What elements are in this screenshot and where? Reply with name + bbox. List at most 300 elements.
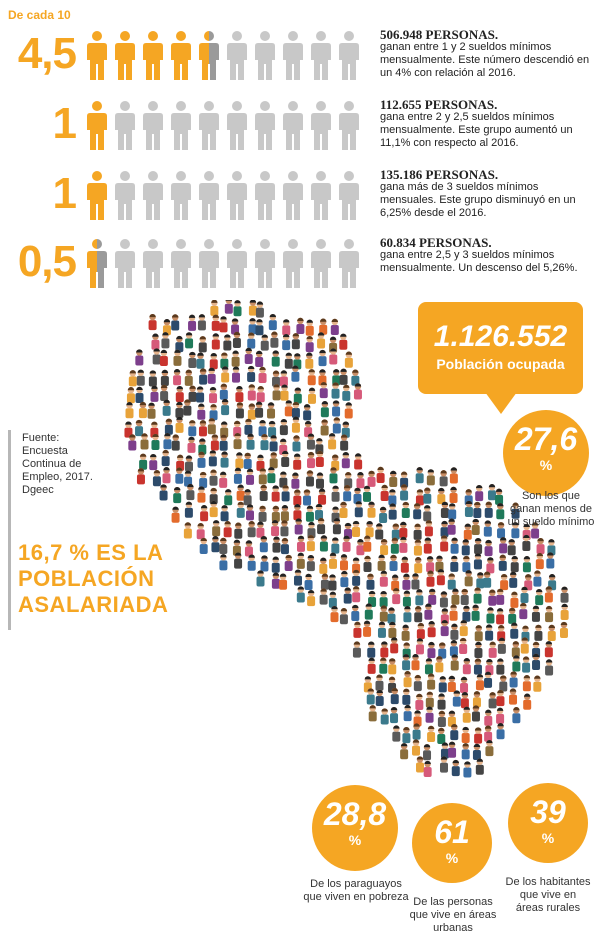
crowd-person xyxy=(402,727,410,743)
crowd-person xyxy=(354,383,362,399)
crowd-person xyxy=(223,334,231,350)
crowd-person xyxy=(329,592,337,608)
row-big-number: 0,5 xyxy=(17,237,76,286)
crowd-person xyxy=(399,522,407,538)
crowd-person xyxy=(210,353,218,369)
crowd-person xyxy=(390,707,398,723)
crowd-person xyxy=(426,571,434,587)
crowd-person xyxy=(462,727,470,743)
crowd-person xyxy=(255,402,263,418)
crowd-person xyxy=(343,536,351,552)
stat-unit: % xyxy=(539,457,553,473)
crowd-person xyxy=(296,318,304,334)
crowd-person xyxy=(448,573,456,589)
crowd-person xyxy=(328,433,336,449)
crowd-person xyxy=(438,711,446,727)
crowd-person xyxy=(172,434,180,450)
crowd-person xyxy=(424,537,432,553)
crowd-person xyxy=(489,692,497,708)
crowd-person xyxy=(499,537,507,553)
crowd-person xyxy=(212,520,220,536)
crowd-person xyxy=(208,418,216,434)
crowd-person xyxy=(185,455,193,471)
crowd-person xyxy=(306,470,314,486)
crowd-person xyxy=(267,402,275,418)
crowd-person xyxy=(448,519,456,535)
crowd-person xyxy=(428,621,436,637)
crowd-person xyxy=(488,590,496,606)
crowd-person xyxy=(451,538,459,554)
crowd-person xyxy=(425,520,433,536)
crowd-person xyxy=(153,348,161,364)
crowd-person xyxy=(364,556,372,572)
person-icon xyxy=(170,100,192,152)
crowd-person xyxy=(162,450,170,466)
person-icon xyxy=(226,100,248,152)
person-icon xyxy=(142,100,164,152)
crowd-person xyxy=(368,471,376,487)
source-note: Fuente: Encuesta Continua de Empleo, 2017. Dgeec xyxy=(22,432,93,496)
crowd-person xyxy=(546,552,554,568)
crowd-person xyxy=(185,370,193,386)
header-title: De cada 10 xyxy=(8,8,71,22)
crowd-person xyxy=(303,404,311,420)
crowd-person xyxy=(484,672,492,688)
person-icon xyxy=(338,238,360,290)
crowd-person xyxy=(437,728,445,744)
crowd-person xyxy=(210,300,218,316)
crowd-person xyxy=(352,570,360,586)
row-text: gana entre 2 y 2,5 sueldos mínimos mensualmente. Este grupo aumentó un 11,1% con respecto al 2016. xyxy=(380,111,573,149)
crowd-person xyxy=(297,586,305,602)
person-icon xyxy=(114,30,136,82)
crowd-person xyxy=(496,608,504,624)
crowd-person xyxy=(345,352,353,368)
stat-caption: De los paraguayos que viven en pobreza xyxy=(303,878,409,903)
crowd-person xyxy=(450,467,458,483)
crowd-person xyxy=(441,502,449,518)
crowd-person xyxy=(390,555,398,571)
crowd-person xyxy=(212,315,220,331)
crowd-person xyxy=(428,589,436,605)
row-description xyxy=(380,98,590,150)
crowd-person xyxy=(225,300,233,314)
crowd-person xyxy=(281,538,289,554)
crowd-person xyxy=(367,688,375,704)
crowd-person xyxy=(294,387,302,403)
crowd-person xyxy=(186,484,194,500)
crowd-person xyxy=(423,488,431,504)
crowd-person xyxy=(260,555,268,571)
stat-caption: De los habitantes que vive en áreas rurales xyxy=(505,876,591,914)
crowd-person xyxy=(306,320,314,336)
crowd-person xyxy=(293,489,301,505)
crowd-person xyxy=(355,501,363,517)
crowd-person xyxy=(199,420,207,436)
stat-circle-poverty xyxy=(312,785,398,871)
stat-caption: Son los que ganan menos de un sueldo mínimo xyxy=(507,490,595,528)
crowd-person xyxy=(439,676,447,692)
crowd-person xyxy=(210,470,218,486)
crowd-person xyxy=(351,605,359,621)
crowd-person xyxy=(151,334,159,350)
crowd-person xyxy=(511,556,519,572)
crowd-person xyxy=(532,606,540,622)
crowd-person xyxy=(196,386,204,402)
crowd-person xyxy=(389,471,397,487)
crowd-person xyxy=(272,350,280,366)
person-icon xyxy=(86,100,108,152)
crowd-person xyxy=(219,554,227,570)
crowd-person xyxy=(510,623,518,639)
stat-unit: % xyxy=(348,832,362,848)
stat-row-3 xyxy=(0,166,600,228)
crowd-person xyxy=(256,301,264,317)
crowd-person xyxy=(343,485,351,501)
crowd-person xyxy=(535,589,543,605)
crowd-person xyxy=(363,536,371,552)
crowd-person xyxy=(291,473,299,489)
person-icon xyxy=(254,238,276,290)
crowd-person xyxy=(400,484,408,500)
crowd-person xyxy=(532,654,540,670)
crowd-person xyxy=(305,353,313,369)
crowd-person xyxy=(127,387,135,403)
crowd-person xyxy=(339,334,347,350)
crowd-person xyxy=(176,386,184,402)
person-icon xyxy=(170,30,192,82)
crowd-person xyxy=(441,521,449,537)
crowd-person xyxy=(329,348,337,364)
crowd-person xyxy=(282,334,290,350)
crowd-person xyxy=(171,314,179,330)
crowd-person xyxy=(427,673,435,689)
crowd-person xyxy=(450,640,458,656)
crowd-person xyxy=(259,468,267,484)
crowd-person xyxy=(135,387,143,403)
crowd-person xyxy=(235,452,243,468)
stat-value: 27,6 xyxy=(514,421,578,457)
crowd-person xyxy=(363,621,371,637)
crowd-person xyxy=(175,336,183,352)
crowd-person xyxy=(208,368,216,384)
crowd-person xyxy=(475,625,483,641)
crowd-person xyxy=(219,472,227,488)
crowd-person xyxy=(427,726,435,742)
person-icon xyxy=(254,100,276,152)
crowd-person xyxy=(342,385,350,401)
crowd-person xyxy=(404,671,412,687)
crowd-person xyxy=(244,419,252,435)
crowd-person xyxy=(257,570,265,586)
crowd-person xyxy=(474,658,482,674)
crowd-person xyxy=(483,572,491,588)
person-icon xyxy=(310,170,332,222)
crowd-person xyxy=(448,676,456,692)
crowd-person xyxy=(307,555,315,571)
crowd-person xyxy=(453,690,461,706)
crowd-person xyxy=(270,452,278,468)
crowd-person xyxy=(440,591,448,607)
crowd-person xyxy=(484,520,492,536)
crowd-person xyxy=(512,707,520,723)
crowd-person xyxy=(461,589,469,605)
crowd-person xyxy=(512,655,520,671)
crowd-person xyxy=(163,467,171,483)
crowd-person xyxy=(329,467,337,483)
crowd-person xyxy=(247,366,255,382)
crowd-person xyxy=(368,502,376,518)
crowd-person xyxy=(185,502,193,518)
crowd-person xyxy=(391,538,399,554)
crowd-person xyxy=(292,333,300,349)
crowd-person xyxy=(512,641,520,657)
crowd-person xyxy=(462,556,470,572)
crowd-person xyxy=(377,467,385,483)
crowd-person xyxy=(521,637,529,653)
crowd-person xyxy=(369,705,377,721)
crowd-person xyxy=(209,387,217,403)
crowd-person xyxy=(414,606,422,622)
crowd-person xyxy=(221,399,229,415)
crowd-person xyxy=(440,535,448,551)
crowd-person xyxy=(452,760,460,776)
crowd-person xyxy=(451,589,459,605)
crowd-person xyxy=(211,536,219,552)
crowd-person xyxy=(523,556,531,572)
crowd-person xyxy=(392,725,400,741)
crowd-person xyxy=(303,489,311,505)
crowd-person xyxy=(392,523,400,539)
crowd-person xyxy=(189,386,197,402)
crowd-person xyxy=(416,756,424,772)
row-description xyxy=(380,28,590,80)
crowd-person xyxy=(340,608,348,624)
crowd-person xyxy=(272,573,280,589)
crowd-person xyxy=(285,353,293,369)
person-icon xyxy=(86,238,108,290)
crowd-person xyxy=(435,656,443,672)
row-headline: 112.655 PERSONAS. xyxy=(380,97,498,112)
crowd-person xyxy=(321,401,329,417)
crowd-person xyxy=(472,519,480,535)
crowd-person xyxy=(475,485,483,501)
crowd-person xyxy=(234,433,242,449)
crowd-person xyxy=(463,761,471,777)
crowd-person xyxy=(353,641,361,657)
crowd-person xyxy=(423,505,431,521)
crowd-person xyxy=(328,574,336,590)
crowd-person xyxy=(330,606,338,622)
person-icon xyxy=(338,170,360,222)
crowd-person xyxy=(476,674,484,690)
crowd-person xyxy=(126,402,134,418)
crowd-person xyxy=(485,624,493,640)
crowd-person xyxy=(415,694,423,710)
crowd-person xyxy=(255,351,263,367)
crowd-person xyxy=(500,574,508,590)
crowd-person xyxy=(221,451,229,467)
crowd-person xyxy=(380,605,388,621)
crowd-person xyxy=(272,557,280,573)
person-icon xyxy=(142,30,164,82)
row-description xyxy=(380,168,590,220)
crowd-person xyxy=(210,404,218,420)
crowd-person xyxy=(160,385,168,401)
crowd-person xyxy=(548,625,556,641)
crowd-person xyxy=(319,319,327,335)
crowd-person xyxy=(356,472,364,488)
row-text: gana más de 3 sueldos mínimos mensuales. Este grupo disminuyó en un 6,25% desde el 2016. xyxy=(380,181,576,219)
crowd-person xyxy=(321,574,329,590)
crowd-person xyxy=(561,587,569,603)
crowd-person xyxy=(320,382,328,398)
crowd-person xyxy=(412,654,420,670)
crowd-person xyxy=(441,620,449,636)
crowd-person xyxy=(320,535,328,551)
crowd-person xyxy=(233,332,241,348)
crowd-person xyxy=(496,708,504,724)
crowd-person xyxy=(173,369,181,385)
person-icon xyxy=(310,238,332,290)
crowd-person xyxy=(281,505,289,521)
crowd-person xyxy=(141,433,149,449)
crowd-person xyxy=(237,502,245,518)
crowd-person xyxy=(220,384,228,400)
total-employed-box xyxy=(418,302,583,394)
crowd-person xyxy=(272,485,280,501)
crowd-person xyxy=(411,573,419,589)
crowd-person xyxy=(221,505,229,521)
crowd-person xyxy=(129,370,137,386)
crowd-person xyxy=(271,520,279,536)
crowd-person xyxy=(235,386,243,402)
crowd-person xyxy=(340,502,348,518)
crowd-person xyxy=(234,552,242,568)
crowd-person xyxy=(545,659,553,675)
crowd-person xyxy=(392,588,400,604)
crowd-person xyxy=(488,484,496,500)
crowd-person xyxy=(269,314,277,330)
person-icon xyxy=(282,238,304,290)
crowd-person xyxy=(413,723,421,739)
person-icon xyxy=(170,170,192,222)
crowd-person xyxy=(510,592,518,608)
crowd-person xyxy=(261,334,269,350)
row-big-number: 1 xyxy=(52,169,76,218)
crowd-person xyxy=(484,710,492,726)
crowd-person xyxy=(462,539,470,555)
crowd-person xyxy=(485,540,493,556)
crowd-person xyxy=(199,368,207,384)
crowd-person xyxy=(381,708,389,724)
crowd-person xyxy=(329,553,337,569)
row-big-number: 1 xyxy=(52,99,76,148)
crowd-person xyxy=(270,332,278,348)
crowd-person xyxy=(285,555,293,571)
row-headline: 506.948 PERSONAS. xyxy=(380,27,499,42)
crowd-person xyxy=(199,472,207,488)
person-icon xyxy=(226,238,248,290)
crowd-person xyxy=(402,574,410,590)
crowd-person xyxy=(148,403,156,419)
crowd-person xyxy=(414,524,422,540)
crowd-person xyxy=(523,694,531,710)
crowd-person xyxy=(234,300,242,316)
crowd-person xyxy=(521,587,529,603)
crowd-person xyxy=(416,489,424,505)
crowd-person xyxy=(305,574,313,590)
crowd-person xyxy=(160,484,168,500)
crowd-person xyxy=(403,606,411,622)
crowd-person xyxy=(291,366,299,382)
crowd-person xyxy=(404,705,412,721)
crowd-person xyxy=(317,518,325,534)
crowd-person xyxy=(282,485,290,501)
crowd-person xyxy=(510,671,518,687)
crowd-person xyxy=(294,569,302,585)
crowd-person xyxy=(293,504,301,520)
crowd-person xyxy=(268,421,276,437)
crowd-person xyxy=(282,319,290,335)
person-icon xyxy=(282,100,304,152)
row-text: ganan entre 1 y 2 sueldos mínimos mensualmente. Este número descendió en un 4% con relación al 2016. xyxy=(380,41,590,79)
crowd-person xyxy=(450,724,458,740)
crowd-person xyxy=(344,587,352,603)
crowd-person xyxy=(137,370,145,386)
crowd-person xyxy=(498,638,506,654)
crowd-person xyxy=(366,574,374,590)
crowd-person xyxy=(270,435,278,451)
crowd-person xyxy=(234,523,242,539)
crowd-person xyxy=(256,522,264,538)
crowd-person xyxy=(473,744,481,760)
crowd-person xyxy=(221,366,229,382)
crowd-person xyxy=(416,638,424,654)
crowd-person xyxy=(234,468,242,484)
crowd-person xyxy=(400,743,408,759)
crowd-person xyxy=(495,489,503,505)
crowd-person xyxy=(333,518,341,534)
crowd-person xyxy=(280,419,288,435)
crowd-person xyxy=(462,743,470,759)
total-value: 1.126.552 xyxy=(433,320,568,353)
crowd-person xyxy=(285,400,293,416)
crowd-person xyxy=(472,705,480,721)
crowd-person xyxy=(219,538,227,554)
crowd-person xyxy=(149,454,157,470)
person-icon xyxy=(86,30,108,82)
crowd-person xyxy=(316,451,324,467)
crowd-person xyxy=(415,589,423,605)
crowd-person xyxy=(331,319,339,335)
crowd-person xyxy=(460,677,468,693)
crowd-person xyxy=(450,556,458,572)
crowd-person xyxy=(519,603,527,619)
crowd-person xyxy=(450,487,458,503)
crowd-person xyxy=(378,622,386,638)
stat-circle-urban xyxy=(412,803,492,883)
stat-value: 61 xyxy=(434,814,470,850)
crowd-person xyxy=(165,419,173,435)
crowd-person xyxy=(508,608,516,624)
crowd-person xyxy=(173,487,181,503)
crowd-person xyxy=(292,435,300,451)
crowd-person xyxy=(412,739,420,755)
crowd-person xyxy=(245,540,253,556)
crowd-person xyxy=(463,658,471,674)
crowd-person xyxy=(224,521,232,537)
